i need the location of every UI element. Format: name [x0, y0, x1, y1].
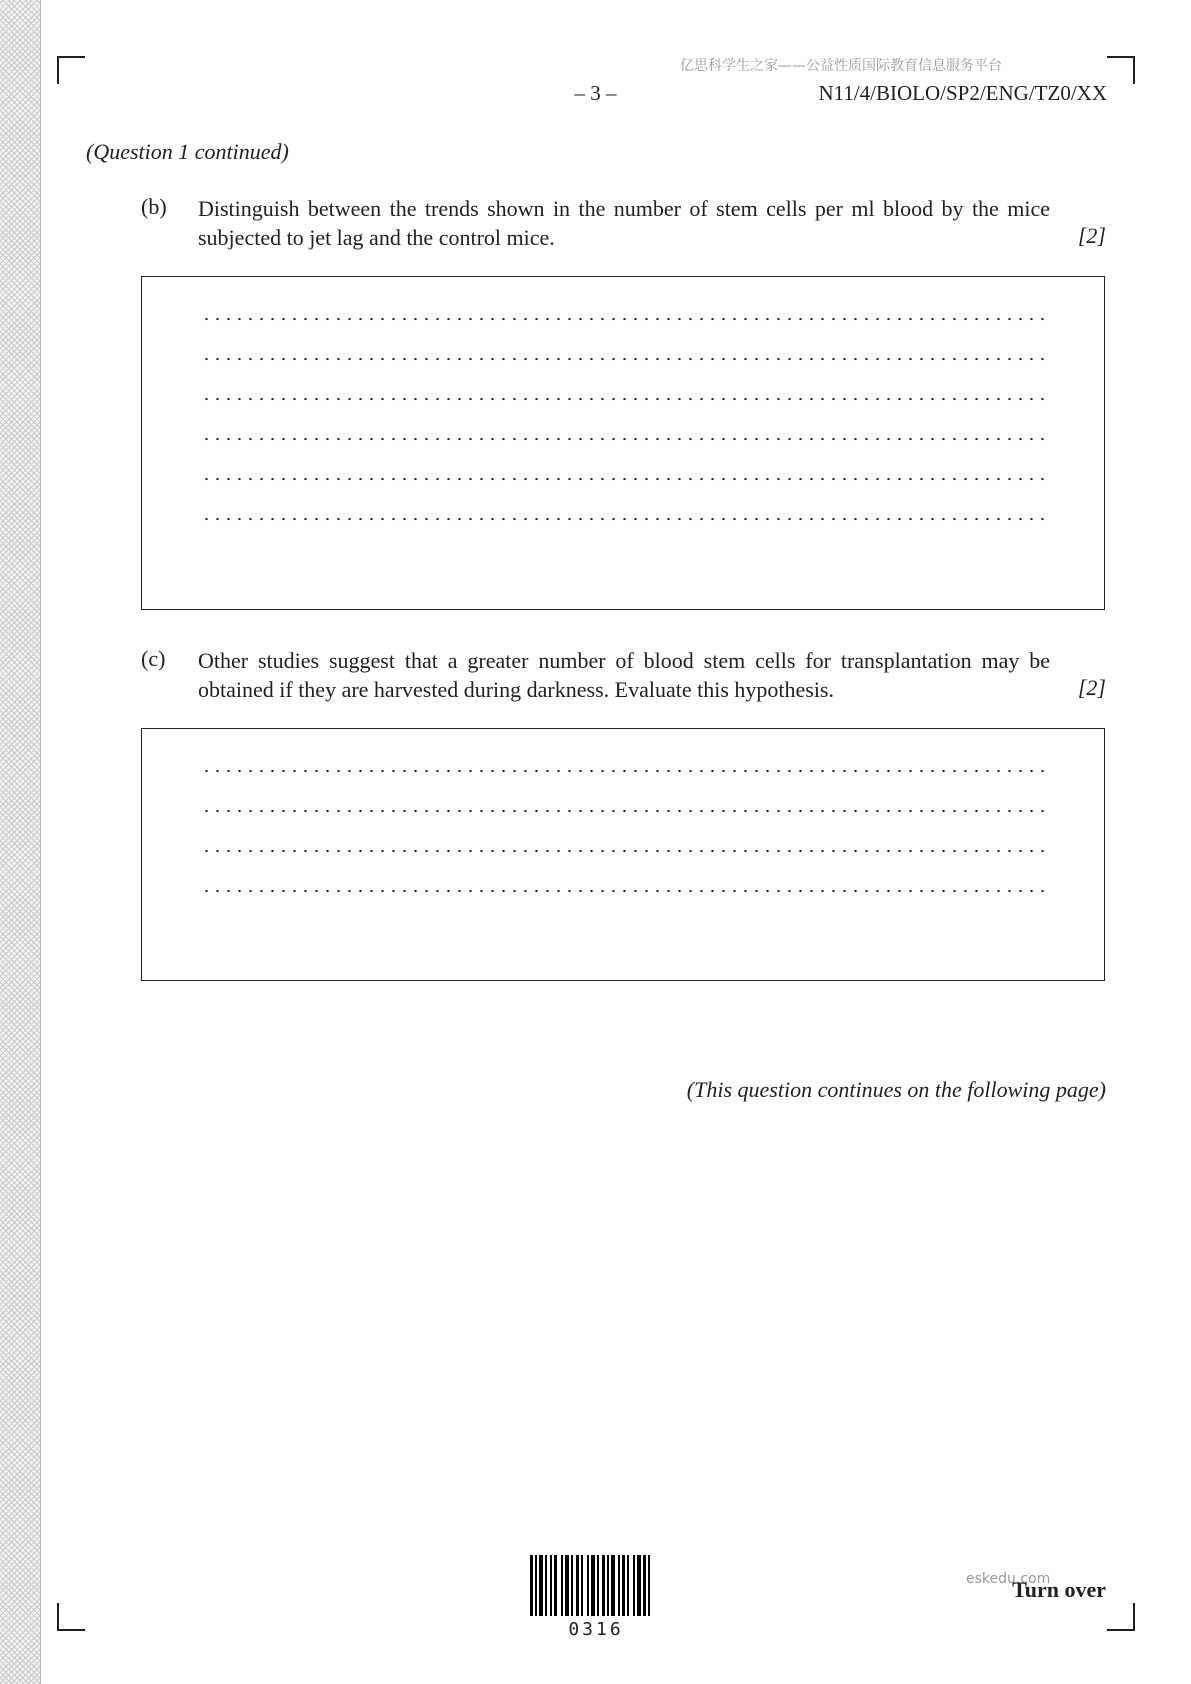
continuation-note: (Question 1 continued)	[86, 139, 289, 164]
answer-line	[201, 809, 1049, 813]
question-c-marks: [2]	[1077, 675, 1106, 700]
footer-watermark: eskedu.com	[966, 1571, 1051, 1587]
answer-line	[201, 397, 1049, 401]
question-c-text: Other studies suggest that a greater number of blood stem cells for transplantation may be obtained if they are harvested during darkness. Evaluate this hypothesis.	[198, 648, 1050, 702]
answer-line	[201, 477, 1049, 481]
continues-note: (This question continues on the following page)	[686, 1077, 1106, 1102]
answer-line	[201, 357, 1049, 361]
answer-box-b[interactable]	[141, 276, 1105, 610]
barcode	[530, 1555, 662, 1616]
answer-line	[201, 849, 1049, 853]
question-c-label: (c)	[141, 646, 166, 671]
answer-line	[201, 889, 1049, 893]
page-number: – 3 –	[574, 81, 617, 105]
crop-mark-top-left	[57, 56, 85, 84]
crop-mark-top-right	[1107, 56, 1135, 84]
answer-line	[201, 769, 1049, 773]
exam-code: N11/4/BIOLO/SP2/ENG/TZ0/XX	[818, 81, 1107, 105]
crop-mark-bottom-left	[57, 1603, 85, 1631]
header-watermark: 亿思科学生之家——公益性质国际教育信息服务平台	[680, 58, 1002, 74]
answer-line	[201, 317, 1049, 321]
question-b-marks: [2]	[1077, 223, 1106, 248]
answer-line	[201, 517, 1049, 521]
answer-box-c[interactable]	[141, 728, 1105, 981]
barcode-number: 0316	[568, 1619, 624, 1640]
answer-line	[201, 437, 1049, 441]
perforated-margin	[0, 0, 41, 1684]
question-b-label: (b)	[141, 194, 167, 219]
crop-mark-bottom-right	[1107, 1603, 1135, 1631]
question-b-text: Distinguish between the trends shown in the number of stem cells per ml blood by the mice subjected to jet lag and the control mice.	[198, 196, 1050, 250]
turn-over-label: Turn over	[1012, 1577, 1106, 1602]
